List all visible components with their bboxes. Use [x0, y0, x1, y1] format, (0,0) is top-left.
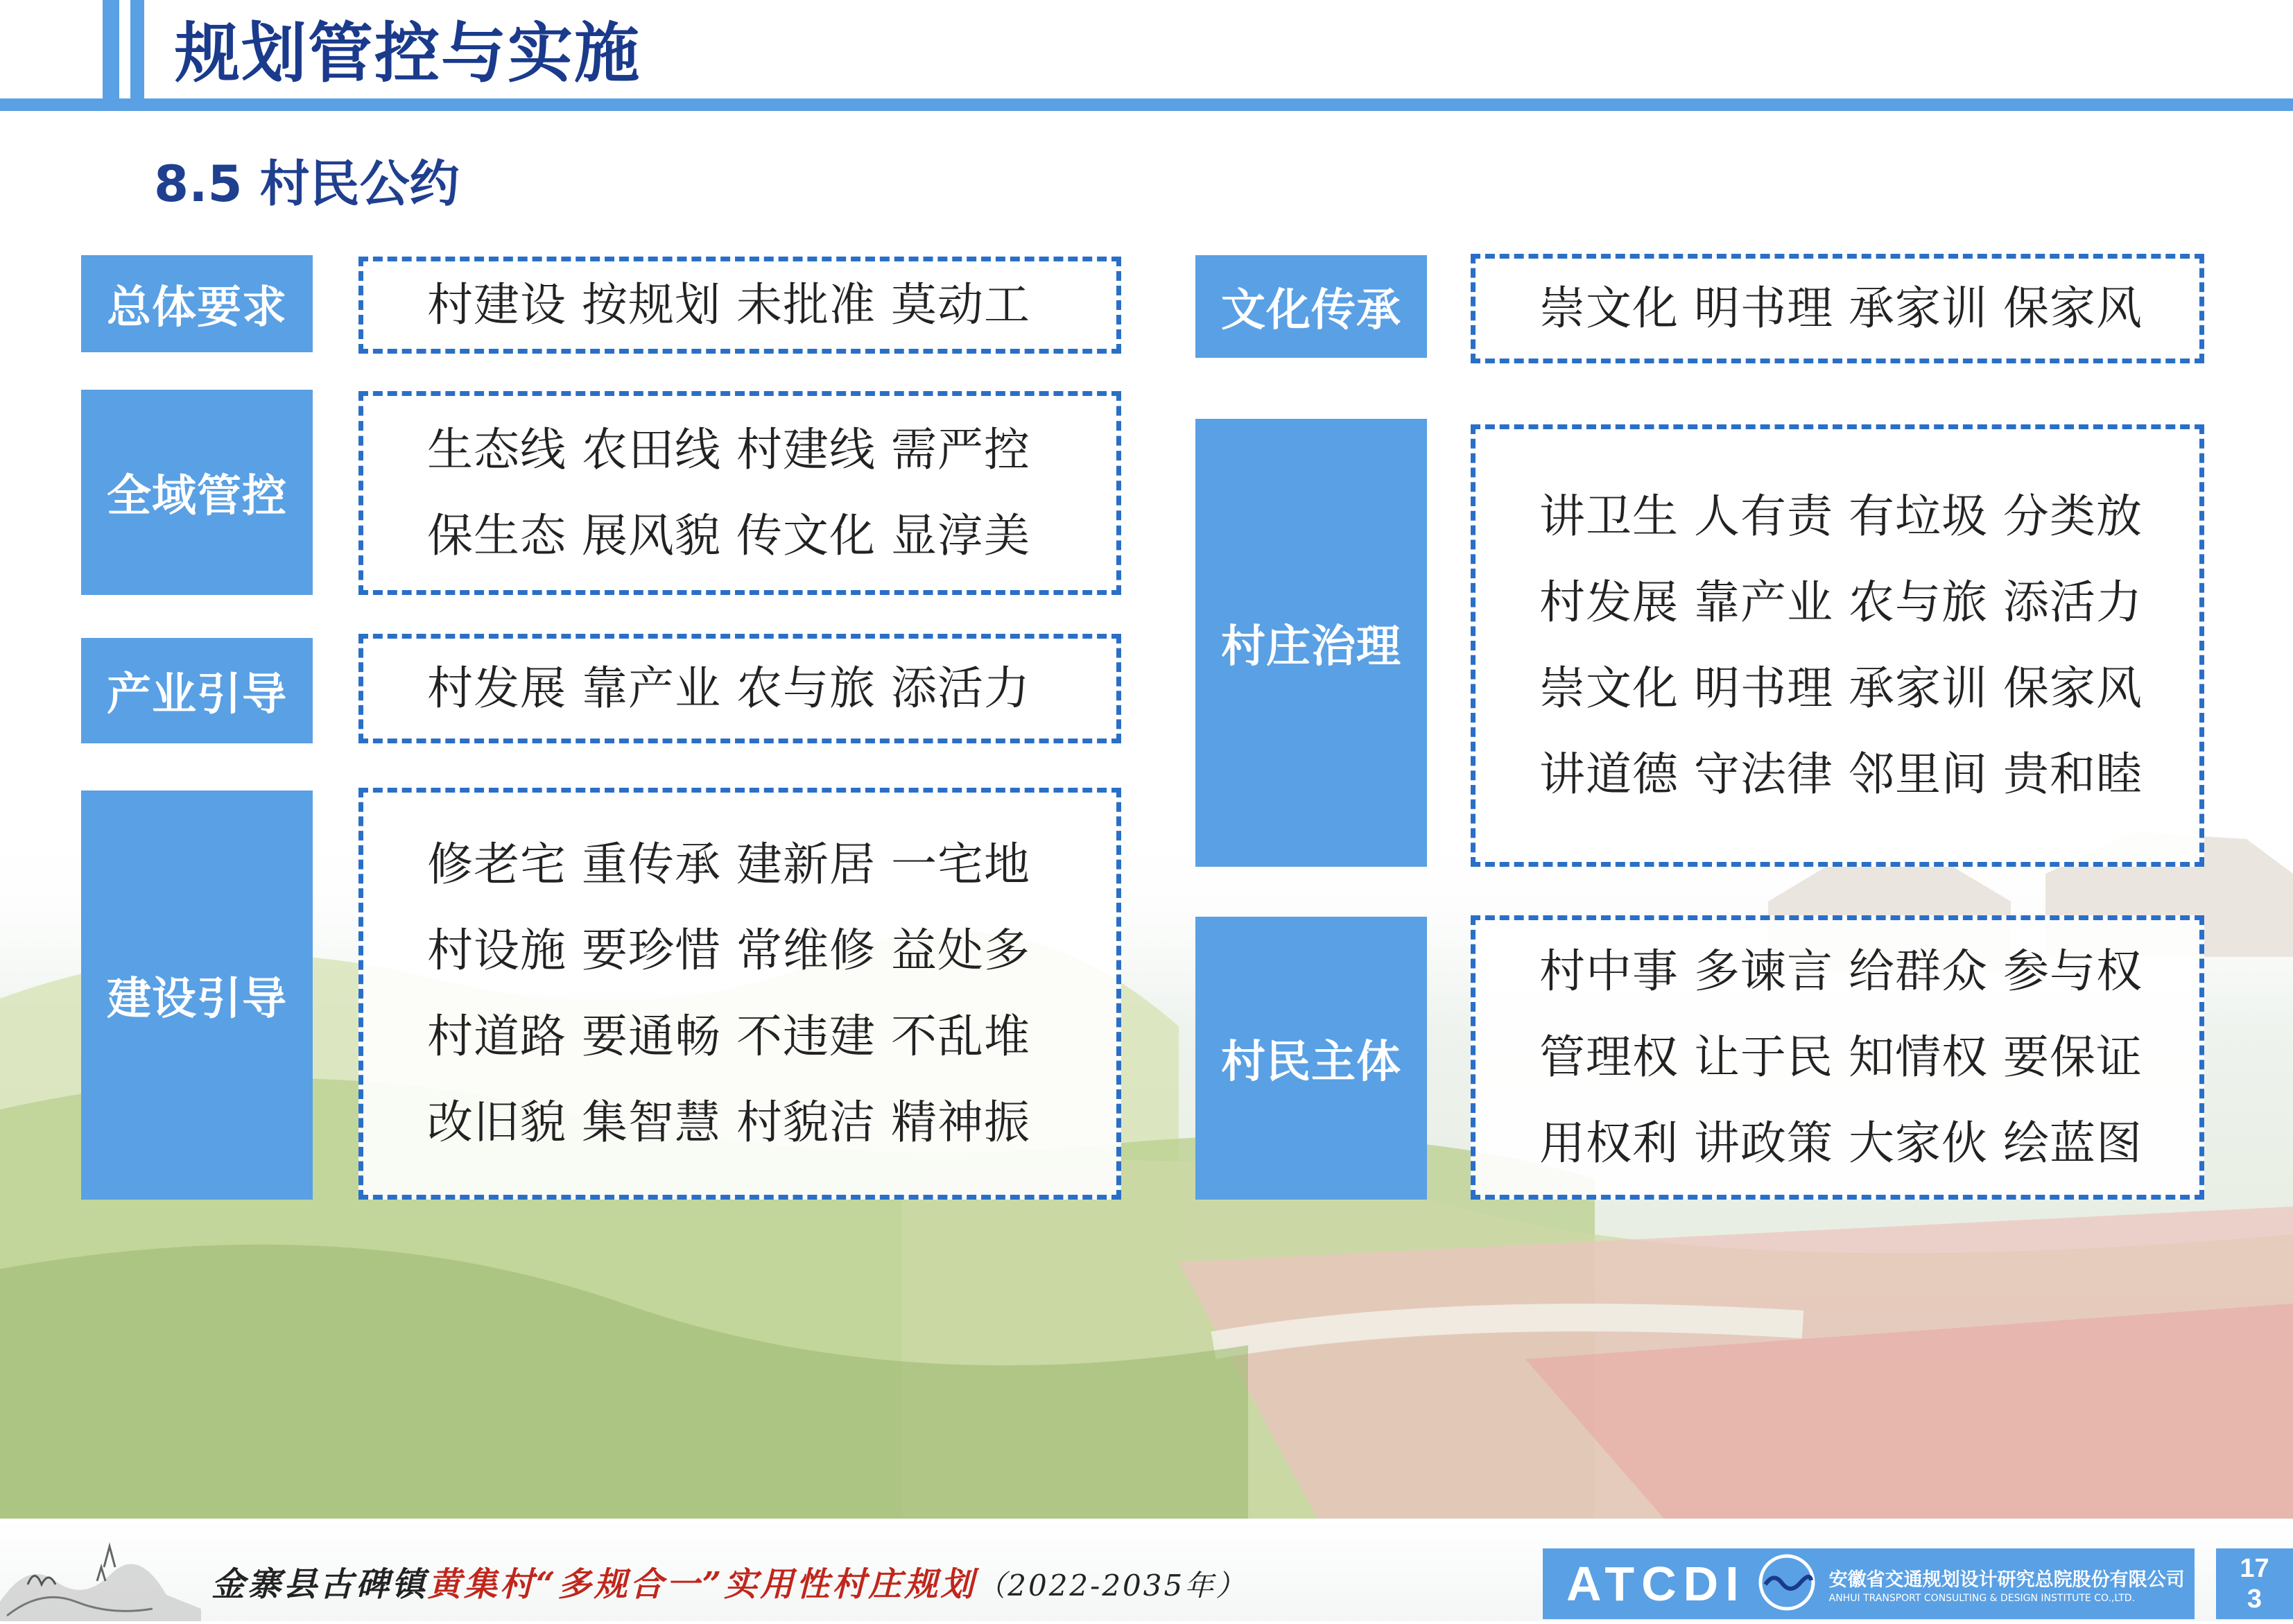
label-village-governance: 村庄治理 [1195, 419, 1427, 867]
section-title: 8.5 村民公约 [154, 155, 460, 213]
content-line: 生态线 农田线 村建线 需严控 [427, 423, 1030, 476]
content-cultural-heritage [1471, 254, 2204, 363]
footer-title-prefix: 金寨县古碑镇 [211, 1565, 429, 1604]
content-line: 用权利 讲政策 大家伙 绘蓝图 [1539, 1116, 2143, 1170]
wave-logo-icon [1757, 1553, 1817, 1615]
content-industry-guidance [358, 634, 1121, 743]
content-line: 讲道德 守法律 邻里间 贵和睦 [1539, 748, 2143, 801]
logo-mark: ATCDI [1566, 1557, 1746, 1611]
content-line: 村发展 靠产业 农与旅 添活力 [1539, 576, 2143, 629]
content-village-governance [1471, 424, 2204, 867]
content-line: 村设施 要珍惜 常维修 益处多 [427, 924, 1030, 977]
content-territory-control [358, 391, 1121, 595]
company-name-cn: 安徽省交通规划设计研究总院股份有限公司 [1828, 1569, 2185, 1591]
footer-project-title [211, 1557, 1247, 1612]
content-villager-subject [1471, 915, 2204, 1200]
content-line: 村建设 按规划 未批准 莫动工 [427, 278, 1030, 331]
label-territory-control: 全域管控 [81, 390, 313, 595]
content-line: 崇文化 明书理 承家训 保家风 [1539, 662, 2143, 715]
label-cultural-heritage: 文化传承 [1195, 255, 1427, 358]
company-name-en: ANHUI TRANSPORT CONSULTING & DESIGN INSTITUTE CO.,LTD. [1828, 1592, 2135, 1604]
footer-title-accent: 黄集村“多规合一”实用性村庄规划 [428, 1565, 977, 1604]
content-line: 讲卫生 人有责 有垃圾 分类放 [1539, 490, 2143, 543]
header-stripe [0, 0, 103, 98]
footer-title-years: （2022-2035年） [976, 1569, 1247, 1603]
content-line: 村中事 多谏言 给群众 参与权 [1539, 944, 2143, 998]
content-line: 改旧貌 集智慧 村貌洁 精神振 [427, 1096, 1030, 1149]
company-logo [1543, 1548, 2195, 1619]
content-line: 村道路 要通畅 不违建 不乱堆 [427, 1010, 1030, 1063]
page-title: 规划管控与实施 [175, 16, 641, 92]
header-stripe [119, 0, 130, 98]
content-overall-requirements [358, 257, 1121, 354]
content-line: 崇文化 明书理 承家训 保家风 [1539, 282, 2143, 335]
content-construction-guidance [358, 788, 1121, 1200]
ink-painting-decoration [0, 1519, 201, 1621]
logo-text [1829, 1564, 2185, 1604]
content-line: 保生态 展风貌 传文化 显淳美 [427, 509, 1030, 562]
content-line: 村发展 靠产业 农与旅 添活力 [427, 662, 1030, 715]
label-overall-requirements: 总体要求 [81, 255, 313, 352]
content-line: 修老宅 重传承 建新居 一宅地 [427, 838, 1030, 891]
label-industry-guidance: 产业引导 [81, 638, 313, 743]
label-construction-guidance: 建设引导 [81, 791, 313, 1200]
content-line: 管理权 让于民 知情权 要保证 [1539, 1030, 2143, 1084]
label-villager-subject: 村民主体 [1195, 917, 1427, 1200]
page-number: 173 [2216, 1548, 2293, 1619]
